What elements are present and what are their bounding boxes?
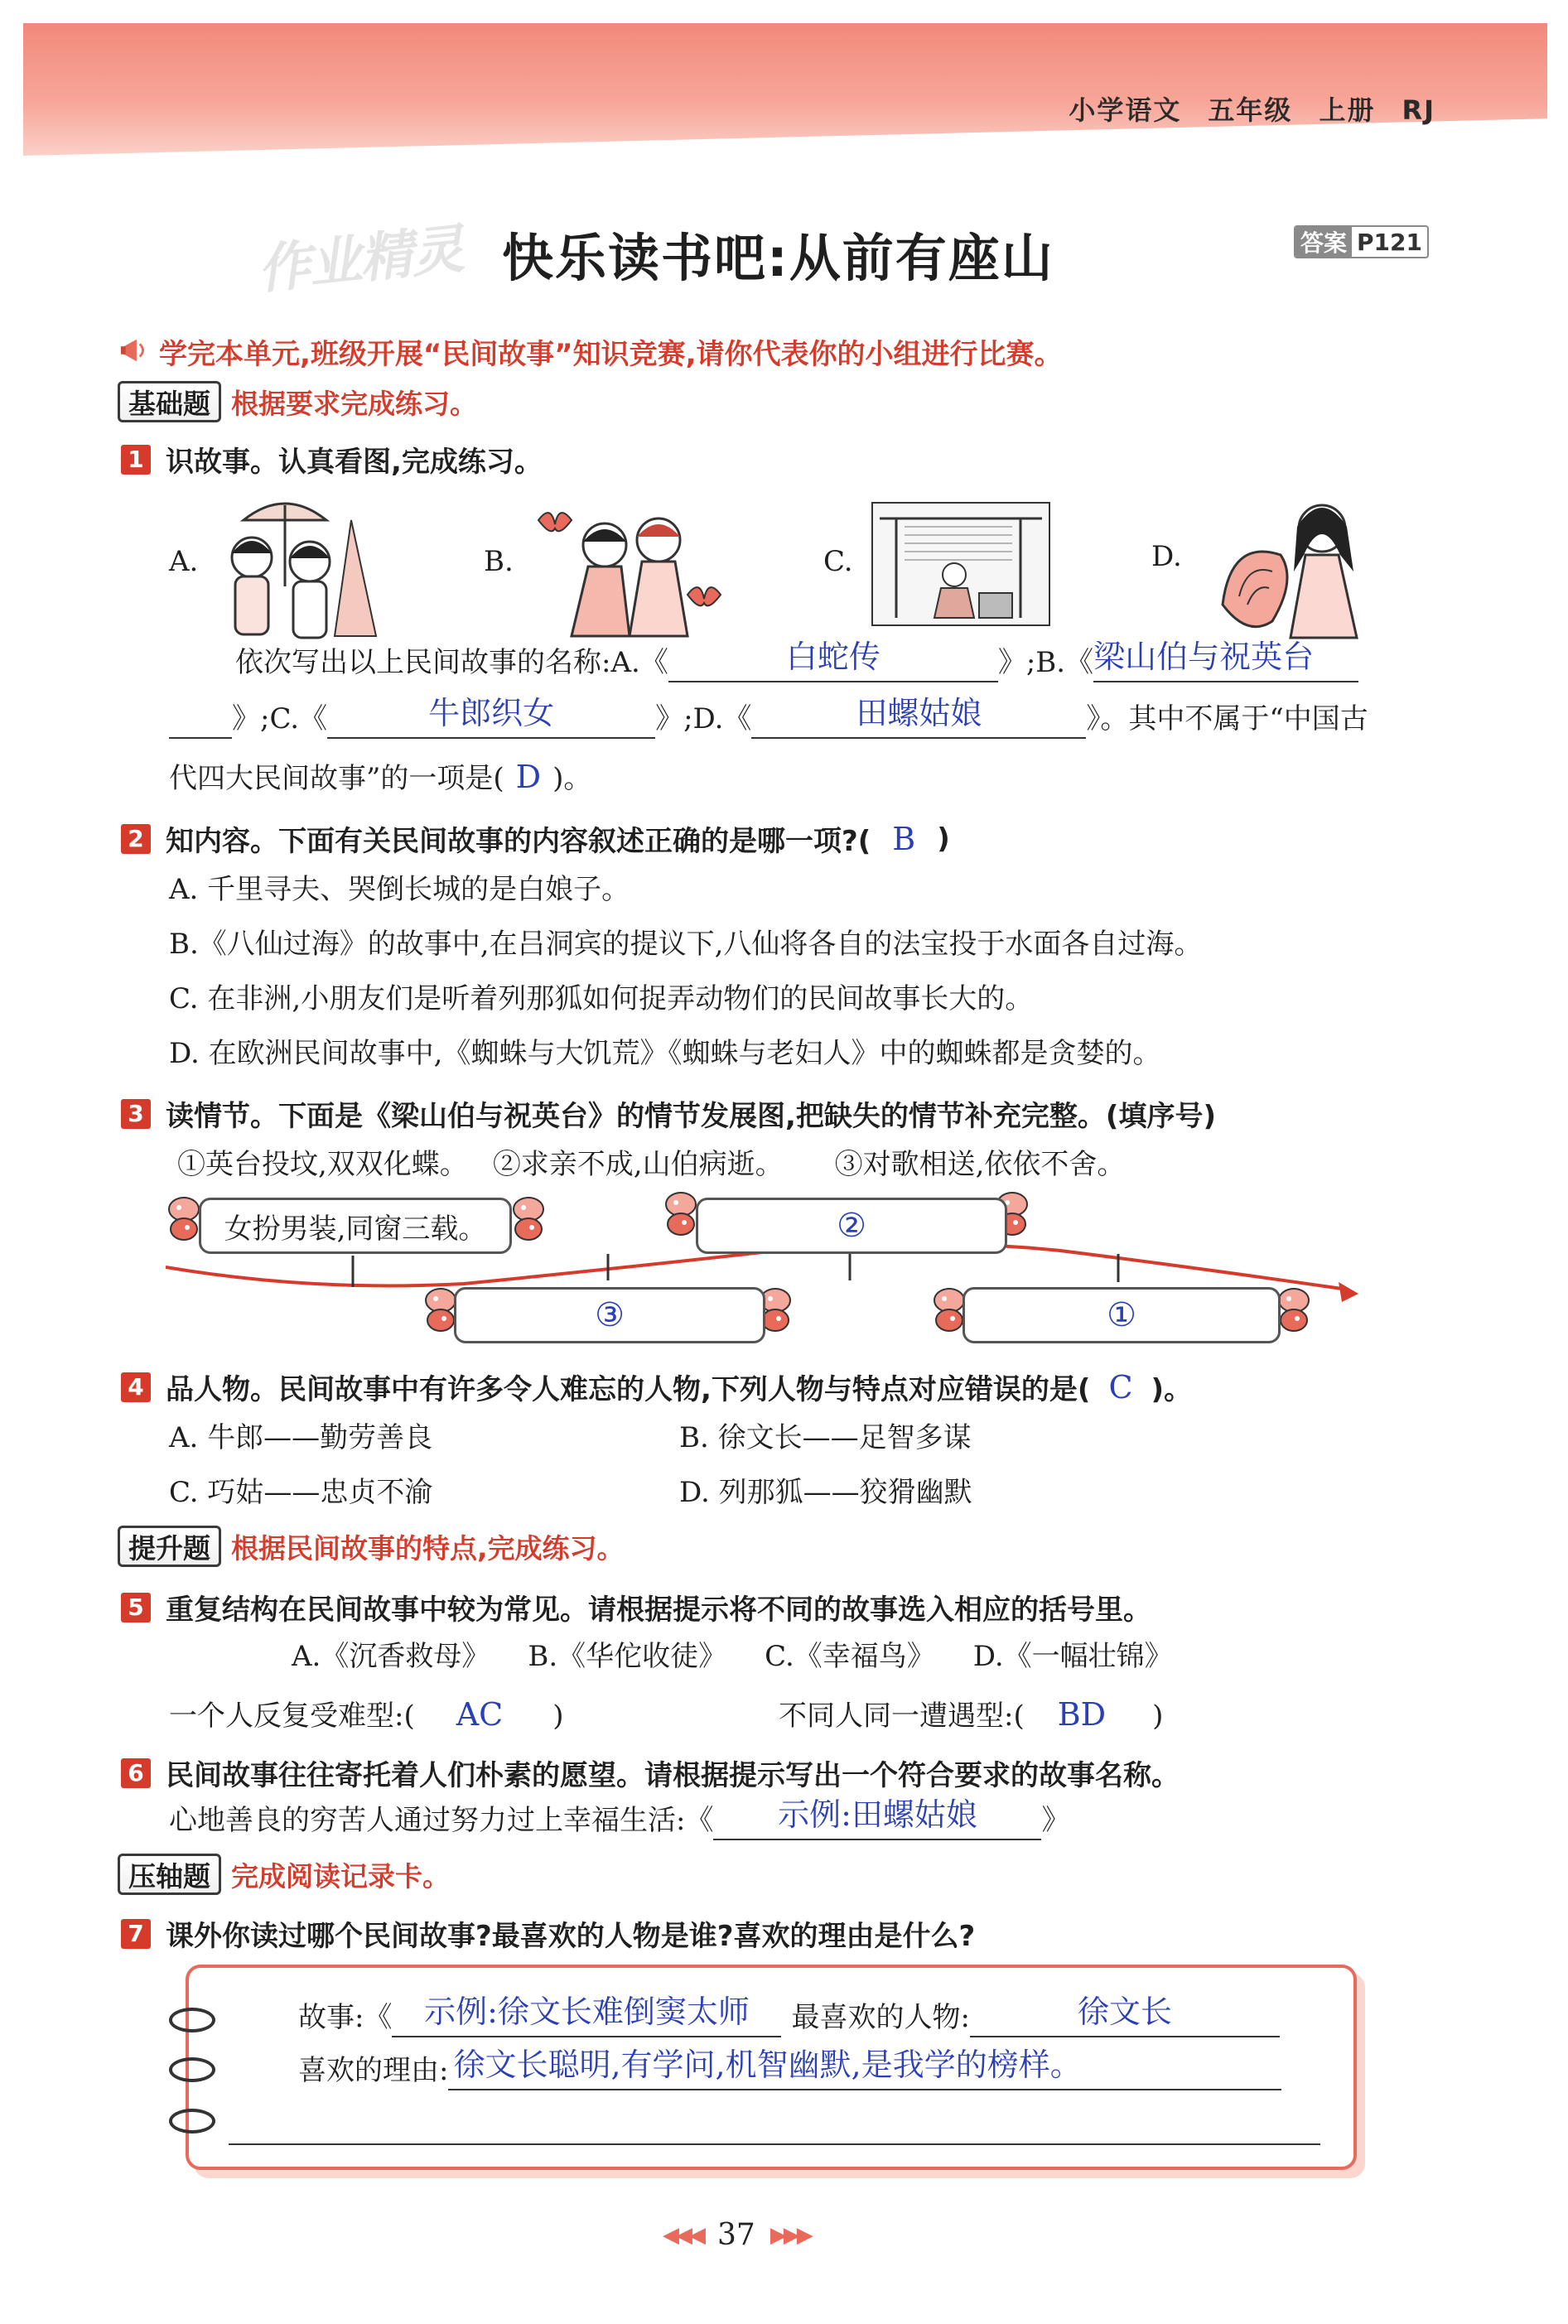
question-text: )。 <box>1151 1373 1193 1406</box>
q4-option-c: C. 巧姑——忠贞不渝 <box>169 1476 433 1509</box>
question-5-stem <box>121 1587 1151 1627</box>
section-final <box>118 1854 450 1895</box>
q5-answer-1[interactable]: AC <box>456 1696 504 1733</box>
q3-choice-1: ①英台投坟,双双化蝶。 <box>177 1148 468 1181</box>
section-desc: 根据要求完成练习。 <box>231 387 477 420</box>
page-title: 快乐读书吧:从前有座山 <box>502 228 1054 288</box>
question-text: 识故事。认真看图,完成练习。 <box>166 446 543 479</box>
section-tag: 提升题 <box>118 1526 221 1567</box>
q5-type-label: 一个人反复受难型:( <box>169 1700 415 1733</box>
question-number: 5 <box>121 1593 151 1622</box>
story-answer: 示例:徐文长难倒窦太师 <box>424 1993 750 2030</box>
question-text: 读情节。下面是《梁山伯与祝英台》的情节发展图,把缺失的情节补充完整。(填序号) <box>166 1100 1216 1133</box>
answer-page: P121 <box>1357 228 1422 256</box>
section-desc: 根据民间故事的特点,完成练习。 <box>231 1531 625 1565</box>
card-line-1 <box>298 1993 1280 2037</box>
q6-prompt-line <box>169 1796 1070 1840</box>
question-text: ) <box>937 822 950 856</box>
q1-text: 代四大民间故事”的一项是( <box>169 762 504 795</box>
q5-option: C.《幸福鸟》 <box>765 1640 935 1673</box>
question-number: 2 <box>121 824 151 854</box>
question-number: 1 <box>121 445 151 475</box>
white-snake-illustration <box>210 487 393 644</box>
plot-text: 女扮男装,同窗三载。 <box>224 1212 487 1246</box>
q1-line-1 <box>235 638 1358 682</box>
arrow-left-icon: ◀◀◀ <box>663 2222 702 2248</box>
answer-c: 牛郎织女 <box>428 694 555 731</box>
q2-option-d: D. 在欧洲民间故事中,《蜘蛛与大饥荒》《蜘蛛与老妇人》中的蜘蛛都是贪婪的。 <box>169 1037 1161 1070</box>
blank-a[interactable] <box>668 638 998 682</box>
q1-line-3 <box>169 757 591 798</box>
q5-answer-2[interactable]: BD <box>1057 1696 1107 1733</box>
book-info <box>1042 89 1435 128</box>
q5-option: D.《一幅壮锦》 <box>972 1640 1173 1673</box>
q1-text: 》;B.《 <box>997 646 1094 679</box>
answer-d: 田螺姑娘 <box>856 694 982 731</box>
q4-option-b: B. 徐文长——足智多谋 <box>679 1421 972 1454</box>
plot-answer: ③ <box>595 1296 625 1334</box>
section-tag: 压轴题 <box>118 1854 221 1895</box>
card-line-2 <box>298 2046 1281 2090</box>
answer-b: 梁山伯与祝英台 <box>1093 638 1315 675</box>
butterfly-icon <box>166 1196 202 1242</box>
q6-answer: 示例:田螺姑娘 <box>778 1796 977 1833</box>
question-number: 7 <box>121 1919 151 1949</box>
reason-blank-line-2[interactable] <box>229 2143 1320 2145</box>
section-desc: 完成阅读记录卡。 <box>231 1859 450 1892</box>
butterfly-icon <box>510 1196 547 1242</box>
q5-close: ) <box>552 1700 564 1733</box>
q6-close: 》 <box>1041 1804 1070 1837</box>
butterfly-icon <box>1276 1287 1312 1333</box>
q2-option-a: A. 千里寻夫、哭倒长城的是白娘子。 <box>169 873 630 906</box>
q2-option-c: C. 在非洲,小朋友们是听着列那狐如何捉弄动物们的民间故事长大的。 <box>169 982 1034 1015</box>
answer-a: 白蛇传 <box>785 638 880 675</box>
q1-line-2 <box>169 694 1368 739</box>
grade-label: 五年级 <box>1208 94 1293 126</box>
answer-choice[interactable]: C <box>1108 1368 1133 1405</box>
question-text: 民间故事往往寄托着人们朴素的愿望。请根据提示写出一个符合要求的故事名称。 <box>166 1759 1180 1792</box>
reason-label: 喜欢的理由: <box>298 2054 449 2087</box>
section-tag: 基础题 <box>118 381 221 422</box>
binder-ring-icon <box>169 2057 215 2082</box>
fav-blank[interactable] <box>970 1993 1280 2037</box>
q5-options <box>292 1638 1173 1675</box>
q4-option-d: D. 列那狐——狡猾幽默 <box>679 1476 972 1509</box>
pic-label-b: B. <box>484 545 514 578</box>
section-basic <box>118 381 477 422</box>
page-number <box>663 2218 810 2252</box>
q5-type-2 <box>779 1695 1163 1735</box>
binder-ring-icon <box>169 2109 215 2134</box>
question-number: 6 <box>121 1758 151 1788</box>
question-text: 知内容。下面有关民间故事的内容叙述正确的是哪一项?( <box>166 825 871 858</box>
blank-b[interactable] <box>1093 638 1358 682</box>
reason-answer: 徐文长聪明,有学问,机智幽默,是我学的榜样。 <box>453 2046 1082 2083</box>
subject-label: 小学语文 <box>1069 94 1182 126</box>
plot-box-4[interactable] <box>963 1287 1281 1343</box>
snail-girl-illustration <box>1214 480 1372 643</box>
q5-type-label: 不同人同一遭遇型:( <box>779 1700 1025 1733</box>
answer-reference <box>1294 225 1429 258</box>
plot-box-1 <box>199 1198 512 1254</box>
q4-option-a: A. 牛郎——勤劳善良 <box>169 1421 433 1454</box>
q5-option: A.《沉香救母》 <box>292 1640 490 1673</box>
fav-answer: 徐文长 <box>1077 1993 1172 2030</box>
question-text: 课外你读过哪个民间故事?最喜欢的人物是谁?喜欢的理由是什么? <box>166 1920 976 1953</box>
question-text: 重复结构在民间故事中较为常见。请根据提示将不同的故事选入相应的括号里。 <box>166 1594 1151 1627</box>
q1-text: )。 <box>552 762 592 795</box>
q2-option-b: B.《八仙过海》的故事中,在吕洞宾的提议下,八仙将各自的法宝投于水面各自过海。 <box>169 928 1203 961</box>
plot-answer: ① <box>1107 1296 1136 1334</box>
question-1-stem <box>121 439 543 480</box>
section-advanced <box>118 1526 625 1567</box>
q3-choices <box>177 1146 1125 1183</box>
weaving-illustration <box>871 502 1050 626</box>
q1-text: 》;D.《 <box>655 702 752 735</box>
butterfly-icon <box>663 1191 699 1237</box>
binder-ring-icon <box>169 2008 215 2032</box>
q3-choice-2: ②求亲不成,山伯病逝。 <box>492 1148 784 1181</box>
answer-label: 答案 <box>1295 227 1352 257</box>
question-number: 4 <box>121 1372 151 1402</box>
question-4-stem <box>121 1367 1192 1407</box>
q5-type-1 <box>169 1695 564 1735</box>
q6-prompt: 心地善良的穷苦人通过努力过上幸福生活:《 <box>169 1804 714 1837</box>
q5-option: B.《华佗收徒》 <box>528 1640 727 1673</box>
question-3-stem <box>121 1093 1216 1134</box>
pic-label-d: D. <box>1151 540 1182 573</box>
q1-text: 》。其中不属于“中国古 <box>1086 702 1368 735</box>
question-6-stem <box>121 1753 1180 1793</box>
answer-choice[interactable]: D <box>515 759 542 795</box>
plot-answer: ② <box>837 1207 866 1245</box>
intro-text: 学完本单元,班级开展“民间故事”知识竞赛,请你代表你的小组进行比赛。 <box>159 338 1063 371</box>
butterfly-lovers-illustration <box>522 487 737 644</box>
volume-label: 上册 <box>1319 94 1376 126</box>
fav-label: 最喜欢的人物: <box>791 2001 970 2034</box>
plot-box-3[interactable] <box>454 1287 765 1343</box>
question-number: 3 <box>121 1099 151 1129</box>
story-blank[interactable] <box>392 1993 781 2037</box>
page-number-value: 37 <box>717 2218 755 2252</box>
blank-c[interactable] <box>327 694 655 739</box>
q5-close: ) <box>1152 1700 1164 1733</box>
arrow-right-icon: ▶▶▶ <box>770 2222 810 2248</box>
q1-text: 依次写出以上民间故事的名称:A.《 <box>235 646 668 679</box>
q3-choice-3: ③对歌相送,依依不舍。 <box>834 1148 1126 1181</box>
reason-blank[interactable] <box>448 2046 1281 2090</box>
blank-d[interactable] <box>751 694 1086 739</box>
q6-blank[interactable] <box>713 1796 1041 1840</box>
edition-label: RJ <box>1402 94 1435 126</box>
plot-box-2[interactable] <box>696 1198 1007 1254</box>
question-7-stem <box>121 1913 975 1954</box>
story-label: 故事:《 <box>298 2001 393 2034</box>
pic-label-a: A. <box>169 545 199 578</box>
watermark-logo: 作业精灵 <box>254 219 466 301</box>
pic-label-c: C. <box>823 545 853 578</box>
blank-b-continued[interactable] <box>169 701 232 739</box>
question-2-stem <box>121 818 950 859</box>
q1-text: 》;C.《 <box>232 702 328 735</box>
answer-choice[interactable]: B <box>892 820 916 857</box>
question-text: 品人物。民间故事中有许多令人难忘的人物,下列人物与特点对应错误的是( <box>166 1373 1091 1406</box>
megaphone-icon <box>119 335 151 366</box>
